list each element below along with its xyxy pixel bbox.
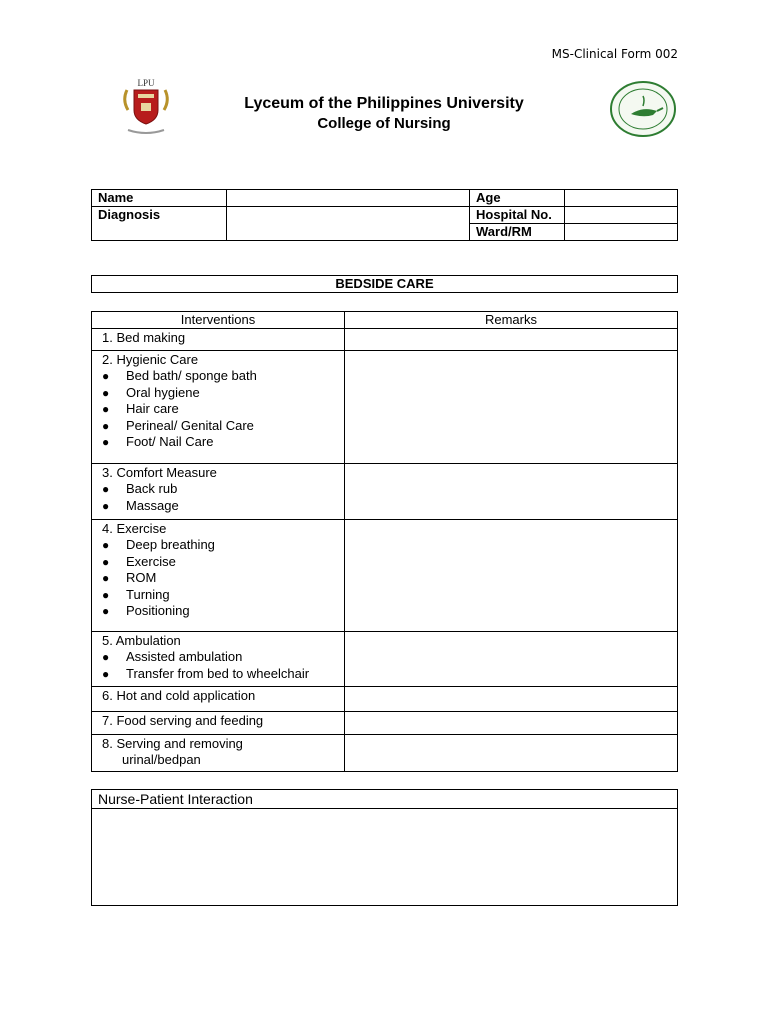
age-label: Age	[470, 190, 565, 207]
intervention-title: 1. Bed making	[102, 330, 186, 345]
intervention-cell	[92, 351, 345, 464]
name-label: Name	[92, 190, 227, 207]
nurse-patient-interaction-table	[91, 789, 678, 906]
list-item: ● Back rub	[102, 481, 178, 497]
intervention-cell	[92, 520, 345, 632]
intervention-cell	[92, 329, 345, 351]
remarks-field[interactable]	[345, 329, 678, 351]
name-field[interactable]	[227, 190, 470, 207]
hospital-no-label: Hospital No.	[470, 207, 565, 224]
bullet-icon: ●	[102, 666, 110, 681]
college-name: College of Nursing	[317, 115, 451, 132]
lpu-logo-text: LPU	[137, 78, 155, 88]
hospital-no-field[interactable]	[565, 207, 678, 224]
remarks-field[interactable]	[345, 632, 678, 687]
bullet-icon: ●	[102, 418, 110, 433]
bedside-care-header	[91, 275, 678, 293]
patient-info-table	[91, 189, 678, 241]
remarks-field[interactable]	[345, 712, 678, 735]
intervention-title: 8. Serving and removing	[102, 736, 243, 751]
bullet-icon: ●	[102, 538, 110, 553]
intervention-cell	[92, 735, 345, 772]
intervention-cell	[92, 687, 345, 712]
intervention-title: 6. Hot and cold application	[102, 688, 256, 703]
list-item: ● Hair care	[102, 401, 179, 417]
form-code: MS-Clinical Form 002	[551, 47, 678, 61]
bullet-icon: ●	[102, 482, 110, 497]
bullet-icon: ●	[102, 435, 110, 450]
intervention-title: 2. Hygienic Care	[102, 352, 199, 367]
bullet-icon: ●	[102, 369, 110, 384]
intervention-cell	[92, 632, 345, 687]
bullet-icon: ●	[102, 650, 110, 665]
intervention-title: 5. Ambulation	[102, 633, 181, 648]
list-item: ● Foot/ Nail Care	[102, 434, 214, 450]
ward-label: Ward/RM	[470, 224, 565, 241]
diagnosis-field[interactable]	[227, 207, 470, 241]
bullet-icon: ●	[102, 554, 110, 569]
intervention-title: 3. Comfort Measure	[102, 465, 217, 480]
remarks-header: Remarks	[345, 312, 678, 329]
remarks-field[interactable]	[345, 735, 678, 772]
age-field[interactable]	[565, 190, 678, 207]
bullet-icon: ●	[102, 402, 110, 417]
remarks-field[interactable]	[345, 687, 678, 712]
intervention-title-continuation: urinal/bedpan	[122, 752, 201, 768]
list-item: ● Exercise	[102, 553, 176, 569]
bullet-icon: ●	[102, 571, 110, 586]
list-item: ● Positioning	[102, 603, 190, 619]
intervention-title: 7. Food serving and feeding	[102, 713, 264, 728]
list-item: ● Bed bath/ sponge bath	[102, 368, 257, 384]
list-item: ● Perineal/ Genital Care	[102, 417, 254, 433]
bedside-care-title: BEDSIDE CARE	[92, 276, 678, 293]
list-item: ● Massage	[102, 497, 179, 513]
remarks-field[interactable]	[345, 520, 678, 632]
care-table	[91, 311, 678, 772]
diagnosis-label: Diagnosis	[92, 207, 227, 241]
interaction-title: Nurse-Patient Interaction	[92, 790, 678, 809]
intervention-cell	[92, 464, 345, 520]
interaction-field[interactable]	[92, 809, 678, 906]
interventions-header: Interventions	[92, 312, 345, 329]
list-item: ● Oral hygiene	[102, 384, 200, 400]
ward-field[interactable]	[565, 224, 678, 241]
list-item: ● ROM	[102, 570, 157, 586]
list-item: ● Deep breathing	[102, 537, 215, 553]
remarks-field[interactable]	[345, 464, 678, 520]
bullet-icon: ●	[102, 587, 110, 602]
intervention-cell	[92, 712, 345, 735]
remarks-field[interactable]	[345, 351, 678, 464]
list-item: ● Turning	[102, 586, 170, 602]
bullet-icon: ●	[102, 498, 110, 513]
list-item: ● Transfer from bed to wheelchair	[102, 665, 310, 681]
bullet-icon: ●	[102, 604, 110, 619]
nursing-seal-logo	[609, 80, 677, 138]
intervention-title: 4. Exercise	[102, 521, 167, 536]
university-name: Lyceum of the Philippines University	[244, 95, 524, 112]
list-item: ● Assisted ambulation	[102, 649, 243, 665]
bullet-icon: ●	[102, 385, 110, 400]
